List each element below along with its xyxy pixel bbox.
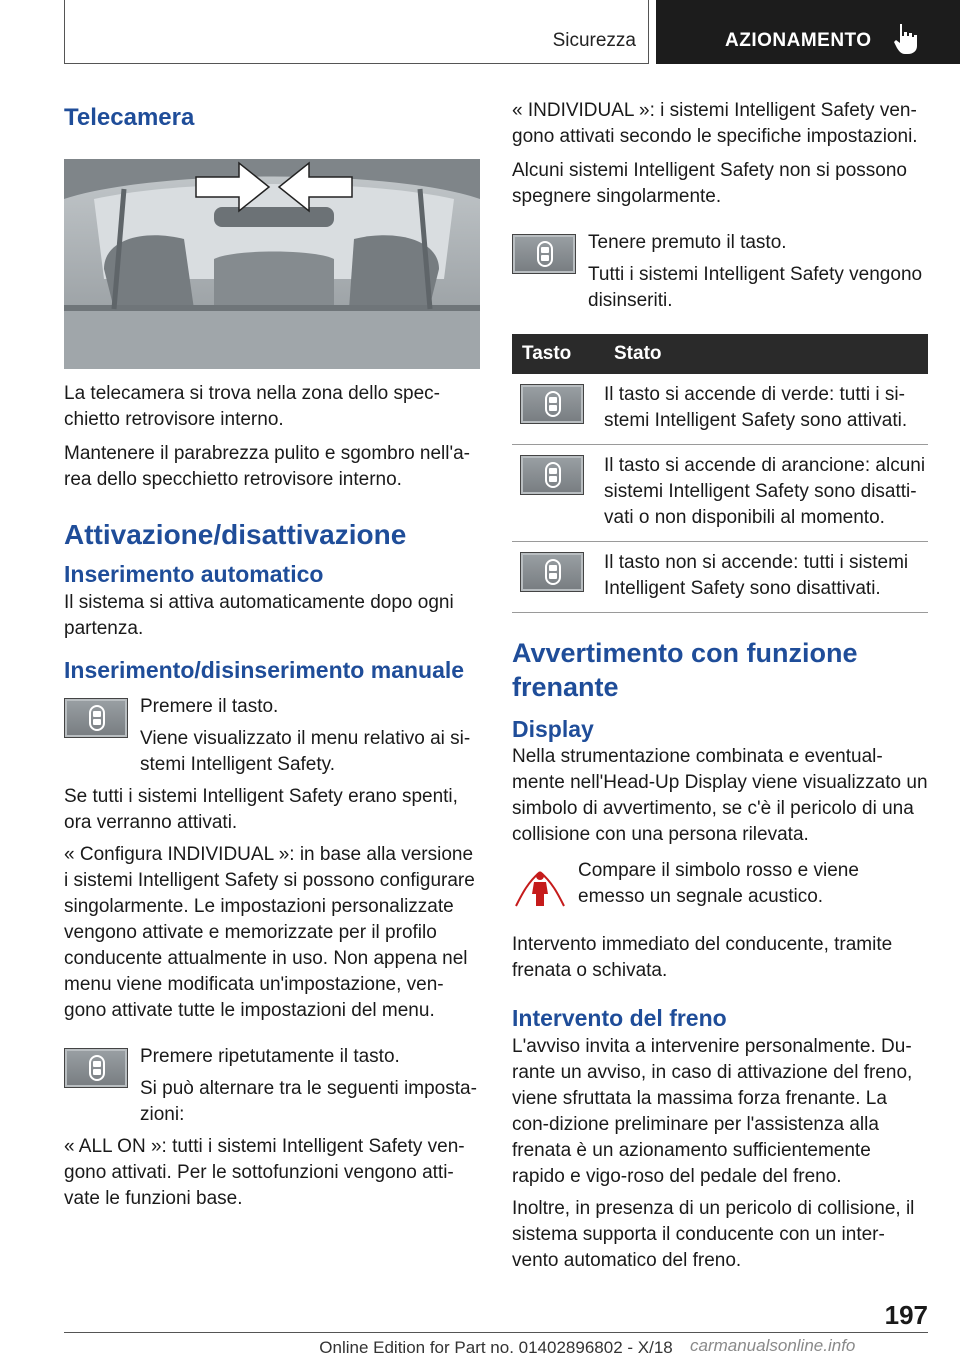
alternate-text: Si può alternare tra le seguenti imposta-zioni: [140, 1077, 477, 1125]
press-button-row [64, 694, 480, 778]
header-left-rule [64, 0, 65, 64]
footer-rule [64, 1332, 928, 1333]
footer-watermark: carmanualsonline.info [690, 1336, 856, 1355]
pedestrian-warning-icon [512, 864, 568, 910]
press-repeat-text: Premere ripetutamente il tasto. [140, 1045, 400, 1067]
press-button-text: Premere il tasto. [140, 695, 279, 717]
if-off-text: Se tutti i sistemi Intelligent Safety erano spenti, ora verranno attivati. [64, 785, 458, 833]
individual-text: « INDIVIDUAL »: i sistemi Intelligent Safety ven-gono attivati secondo le specifiche impostazioni. [512, 100, 918, 147]
intelligent-safety-button-icon [520, 384, 584, 424]
hold-button-row [512, 230, 928, 314]
camera-location-text: La telecamera si trova nella zona dello spec-chietto retrovisore interno. [64, 383, 440, 431]
status-table-header [512, 334, 928, 374]
camera-title: Telecamera [64, 104, 195, 131]
page-number: 197 [884, 1300, 928, 1330]
red-symbol-row [512, 858, 928, 910]
hold-text: Tenere premuto il tasto. [588, 232, 787, 253]
menu-shown-text [140, 726, 480, 778]
intelligent-safety-button-icon [520, 552, 584, 592]
status-header-key: Tasto [512, 334, 604, 374]
table-row [512, 374, 928, 445]
table-row [512, 445, 928, 542]
press-repeat-row [64, 1044, 480, 1128]
warning-title: Avvertimento con funzione frenante [512, 638, 858, 702]
intelligent-safety-button-icon [64, 1048, 128, 1088]
menu-shown-span: Viene visualizzato il menu relativo ai si-stemi Intelligent Safety. [140, 727, 471, 775]
auto-activation-title: Inserimento automatico [64, 561, 324, 588]
auto-activation-text: Il sistema si attiva automaticamente dopo ogni partenza. [64, 592, 454, 640]
red-symbol-text: Compare il simbolo rosso e viene emesso un segnale acustico. [578, 860, 859, 908]
header-bottom-rule [64, 63, 649, 64]
hand-pointer-icon [892, 22, 922, 56]
table-icon-cell [512, 445, 604, 542]
all-off-text: Tutti i sistemi Intelligent Safety vengono disinseriti. [588, 264, 923, 311]
table-icon-cell [512, 542, 604, 613]
header-divider [648, 0, 649, 64]
footer-edition: Online Edition for Part no. 01402896802 - X/18 [319, 1338, 673, 1357]
right-column [512, 96, 928, 1274]
intelligent-safety-button-icon [520, 455, 584, 495]
display-text: Nella strumentazione combinata e eventual-mente nell'Head-Up Display viene visualizzato un simbolo di avvertimento, se c'è il pericolo di una collisione con una persona rilevata. [512, 746, 928, 846]
manual-activation-title: Inserimento/disinserimento manuale [64, 657, 465, 684]
not-off-text: Alcuni sistemi Intelligent Safety non si possono spegnere singolarmente. [512, 160, 907, 207]
table-state-cell: Il tasto si accende di verde: tutti i si-stemi Intelligent Safety sono attivati. [604, 374, 928, 445]
intelligent-safety-button-icon [64, 698, 128, 738]
status-header-state: Stato [604, 334, 928, 374]
header-chapter: AZIONAMENTO [725, 30, 872, 51]
table-state-cell: Il tasto si accende di arancione: alcuni sistemi Intelligent Safety sono disatti-vati o non disponibili al momento. [604, 445, 928, 542]
camera-photo [64, 159, 480, 369]
configure-text: « Configura INDIVIDUAL »: in base alla versione i sistemi Intelligent Safety si possono configurare singolarmente. Le impostazioni personalizzate vengono attivate e memorizzate per il profilo conducente attualmente in uso. Non appena nel menu viene modificata un'impostazione, ven-gono attivate tutte le impostazioni del menu. [64, 843, 475, 1021]
intelligent-safety-button-icon [512, 234, 576, 274]
camera-clean-text: Mantenere il parabrezza pulito e sgombro nell'a-rea dello specchietto retrovisore interno. [64, 443, 471, 491]
brake-title: Intervento del freno [512, 1005, 727, 1032]
brake-text-1: L'avviso invita a intervenire personalmente. Du-rante un avviso, in caso di attivazione del freno, viene sfruttata la massima forza frenante. La con-dizione preliminare per l'assistenza alla frenata è un azionamento sufficientemente rapido e vigo-roso del pedale del freno. [512, 1036, 913, 1188]
status-table [512, 334, 928, 613]
table-icon-cell [512, 374, 604, 445]
left-column [64, 96, 480, 1212]
activation-title: Attivazione/disattivazione [64, 519, 407, 551]
display-title: Display [512, 715, 594, 742]
driver-action-text: Intervento immediato del conducente, tramite frenata o schivata. [512, 934, 893, 982]
table-row [512, 542, 928, 613]
brake-text-2: Inoltre, in presenza di un pericolo di collisione, il sistema supporta il conducente con un inter-vento automatico del freno. [512, 1198, 915, 1272]
all-on-text: « ALL ON »: tutti i sistemi Intelligent Safety ven-gono attivati. Per le sottofunzioni vengono atti-vate le funzioni base. [64, 1135, 465, 1209]
header-section: Sicurezza [552, 30, 636, 51]
table-state-cell: Il tasto non si accende: tutti i sistemi Intelligent Safety sono disattivati. [604, 542, 928, 613]
